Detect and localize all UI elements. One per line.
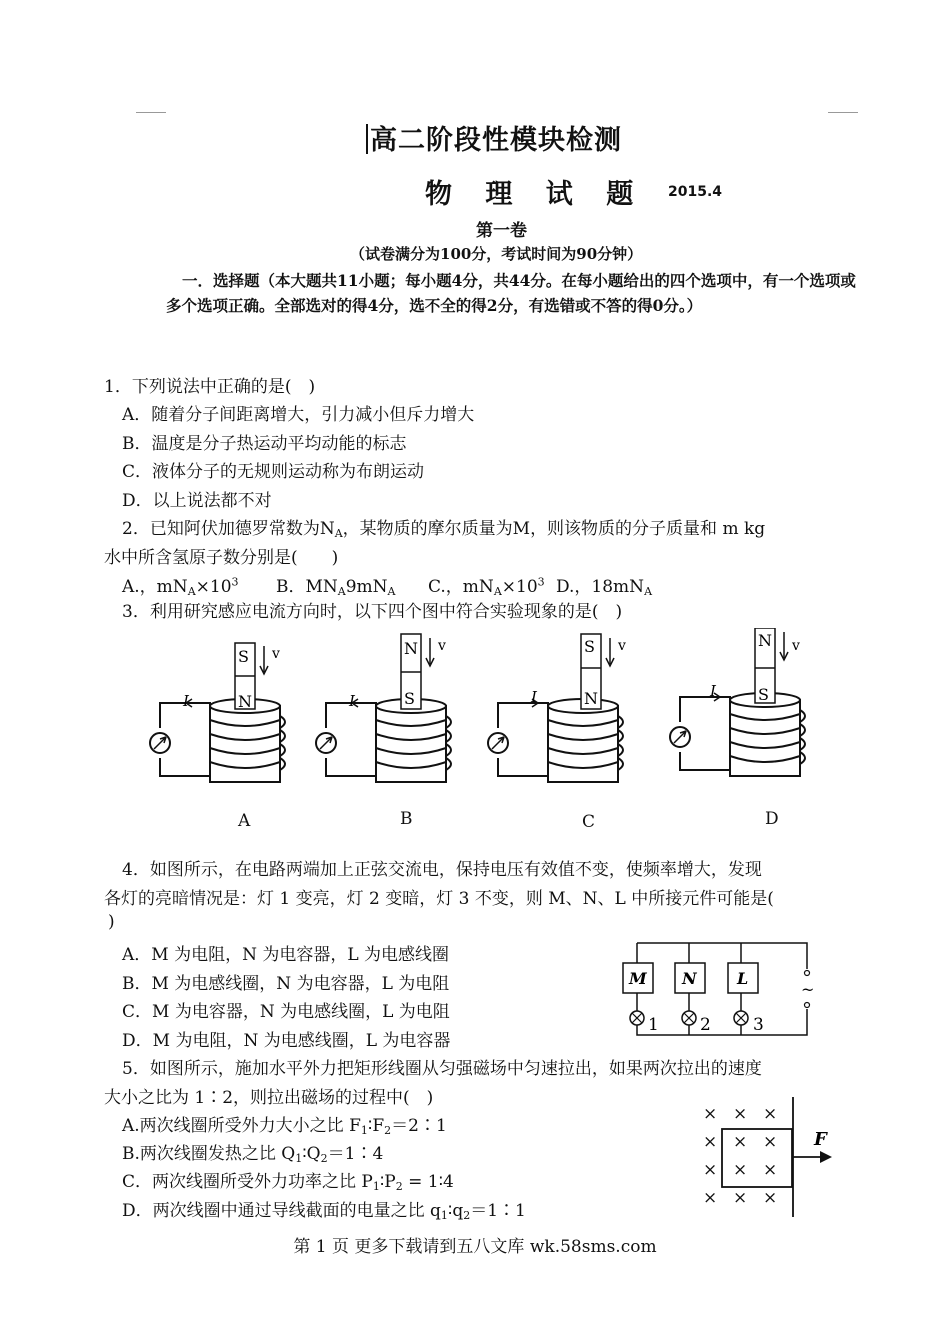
q5-option-d: D．两次线圈中通过导线截面的电量之比 $q_1∶q_2=1∶1$	[122, 1201, 526, 1222]
q2-option-c: C.，$mN_A\times 10^3$	[428, 575, 545, 598]
q3-diagram-b	[316, 634, 451, 782]
q4-stem-line1: 4．如图所示，在电路两端加上正弦交流电，保持电压有效值不变，使频率增大，发现	[122, 860, 762, 880]
q3-current-a: I	[183, 692, 189, 710]
q3-velocity-a: v	[272, 646, 280, 662]
q1-option-d: D．以上说法都不对	[122, 491, 272, 511]
field-cross-icon: ×	[703, 1160, 718, 1180]
header-dash-left	[136, 112, 166, 113]
q4-option-b: B．M 为电感线圈，N 为电容器，L 为电阻	[122, 974, 450, 994]
q3-magnet-b-bottom: S	[404, 689, 415, 708]
header-dash-right	[828, 112, 858, 113]
q1-option-b: B．温度是分子热运动平均动能的标志	[122, 434, 407, 454]
q3-diagram-d	[670, 628, 805, 776]
q3-magnet-d-top: N	[758, 631, 772, 650]
q4-lamp-2: 2	[700, 1015, 711, 1035]
field-cross-icon: ×	[703, 1132, 718, 1152]
q3-label-b: B	[400, 809, 413, 829]
q3-current-b: I	[349, 692, 355, 710]
section-instruction: 一．选择题（本大题共11小题；每小题4分，共44分。在每小题给出的四个选项中，有一个选项或多个选项正确。全部选对的得4分，选不全的得2分，有选错或不答的得0分。）	[166, 271, 856, 315]
field-cross-icon: ×	[733, 1160, 748, 1180]
q4-element-l: L	[737, 969, 749, 988]
q1-option-a: A．随着分子间距离增大，引力减小但斥力增大	[122, 405, 475, 425]
q3-magnet-a-top: S	[238, 647, 249, 666]
q3-magnet-b-top: N	[404, 639, 418, 658]
q4-option-d: D．M 为电阻，N 为电感线圈，L 为电容器	[122, 1031, 451, 1051]
q3-stem: 3．利用研究感应电流方向时，以下四个图中符合实验现象的是( )	[122, 602, 623, 622]
q2-stem-line2: 水中所含氢原子数分别是( )	[104, 548, 339, 568]
q2-option-b: B．$MN_A9mN_A$	[276, 577, 396, 598]
field-cross-icon: ×	[733, 1188, 748, 1208]
q4-stem-line3: )	[108, 912, 115, 932]
q5-option-b: B.两次线圈发热之比 $Q_1∶Q_2=1∶4$	[122, 1144, 384, 1165]
q3-velocity-d: v	[792, 638, 800, 654]
q5-field-crosses	[703, 1104, 777, 1208]
q2-option-a: A.，$mN_A\times 10^3$	[122, 575, 239, 598]
field-cross-icon: ×	[733, 1132, 748, 1152]
q1-stem: 1．下列说法中正确的是( )	[104, 377, 316, 397]
q3-current-d: I	[710, 682, 716, 700]
q4-ac-source: ~	[801, 980, 815, 999]
field-cross-icon: ×	[703, 1104, 718, 1124]
q5-option-a: A.两次线圈所受外力大小之比 $F_1∶F_2=2∶1$	[122, 1116, 447, 1137]
q3-diagram-a	[150, 643, 285, 782]
q4-lamp-3: 3	[753, 1015, 764, 1035]
subject-title: 物 理 试 题	[425, 179, 646, 210]
q3-velocity-c: v	[618, 638, 626, 654]
q4-element-m: M	[629, 969, 647, 988]
q5-stem-line1: 5．如图所示，施加水平外力把矩形线圈从匀强磁场中匀速拉出，如果两次拉出的速度	[122, 1059, 762, 1079]
field-cross-icon: ×	[763, 1188, 778, 1208]
q3-figure	[140, 628, 840, 828]
q4-element-n: N	[682, 969, 697, 988]
q2-option-d: D.，$18mN_A$	[556, 577, 653, 598]
q3-label-d: D	[765, 809, 779, 829]
q4-option-a: A．M 为电阻，N 为电容器，L 为电感线圈	[122, 945, 450, 965]
q3-magnet-a-bottom: N	[238, 692, 252, 711]
q4-lamp-1: 1	[648, 1015, 659, 1035]
field-cross-icon: ×	[763, 1160, 778, 1180]
q5-stem-line2: 大小之比为 1∶2，则拉出磁场的过程中( )	[104, 1088, 434, 1108]
q3-diagram-c	[488, 634, 626, 782]
q3-velocity-b: v	[438, 638, 446, 654]
title-bar	[366, 124, 368, 154]
q4-option-c: C．M 为电容器，N 为电感线圈，L 为电阻	[122, 1002, 450, 1022]
q3-current-c: I	[531, 688, 537, 706]
q3-label-a: A	[238, 811, 251, 831]
exam-note: （试卷满分为100分，考试时间为90分钟）	[350, 245, 643, 263]
volume-label: 第一卷	[476, 221, 527, 241]
field-cross-icon: ×	[763, 1132, 778, 1152]
field-cross-icon: ×	[733, 1104, 748, 1124]
exam-date: 2015.4	[668, 184, 723, 200]
q3-magnet-d-bottom: S	[758, 685, 769, 704]
q3-label-c: C	[582, 812, 596, 832]
field-cross-icon: ×	[703, 1188, 718, 1208]
q5-figure	[696, 1095, 846, 1220]
q5-option-c: C．两次线圈所受外力功率之比 $P_1∶P_2$ = 1∶4	[122, 1172, 454, 1193]
q4-circuit	[615, 935, 815, 1045]
q3-magnet-c-bottom: N	[584, 689, 598, 708]
q3-magnet-c-top: S	[584, 637, 595, 656]
exam-title: 高二阶段性模块检测	[366, 118, 622, 157]
q5-force-label: F	[814, 1129, 827, 1150]
page-footer: 第 1 页 更多下载请到五八文库 wk.58sms.com	[293, 1237, 657, 1257]
q2-stem-line1: 2．已知阿伏加德罗常数为$N_A$，某物质的摩尔质量为M，则该物质的分子质量和 m kg	[122, 519, 766, 540]
q4-stem-line2: 各灯的亮暗情况是：灯 1 变亮，灯 2 变暗，灯 3 不变，则 M、N、L 中所接元件可能是(	[104, 889, 774, 909]
q1-option-c: C．液体分子的无规则运动称为布朗运动	[122, 462, 425, 482]
field-cross-icon: ×	[763, 1104, 778, 1124]
